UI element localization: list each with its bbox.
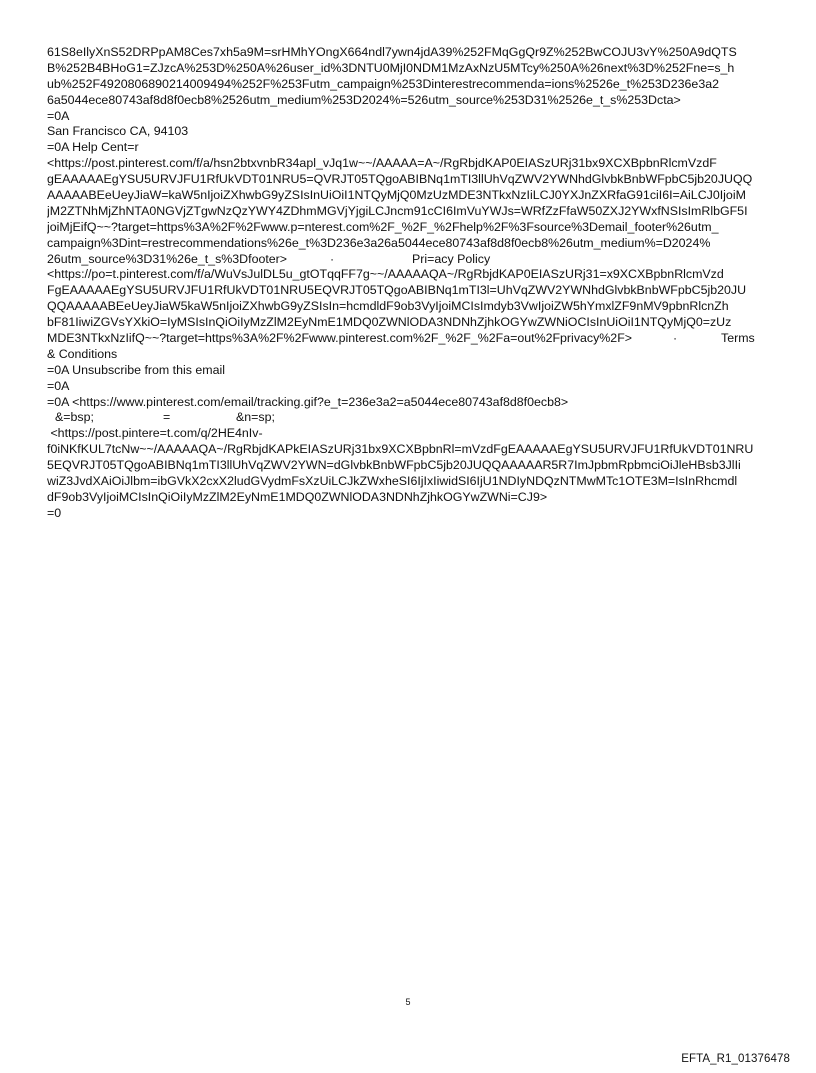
nbsp-row [47,410,769,426]
short-link-line[interactable]: dF9ob3VyIjoiMCIsInQiOiIyMzZlM2EyNmE1MDQ0ZWNlODA3NDNhZjhkOGYwZWNi=CJ9> [47,489,548,504]
bates-number: EFTA_R1_01376478 [681,1053,790,1065]
help-center-label: =0A Help Cent=r [47,140,139,155]
help-center-link-end[interactable]: 26utm_source%3D31%26e_t_s%3Dfooter> [47,251,288,266]
privacy-link-end-row [47,331,769,347]
privacy-link-line[interactable]: FgEAAAAAEgYSU5URVJFU1RfUkVDT01NRU5EQVRJT05TQgoABIBNq1mTI3l=UhVqZWV2YWNhdGlvbkBnbWFpbC5jb20JU [47,283,747,298]
address-line: San Francisco CA, 94103 [47,124,189,139]
text-line: ub%252F4920806890214009494%252F%253Futm_campaign%253Dinterestrecommenda=ions%2526e_t%253D236e3a2 [47,76,719,91]
text-line: 61S8eIlyXnS52DRPpAM8Ces7xh5a9M=srHMhYOngX664ndl7ywn4jdA39%252FMqGgQr9Z%252BwCOJU3vY%250A9dQTS [47,45,737,59]
terms-link-continued[interactable]: & Conditions [47,346,118,361]
nbsp-entity: &n=sp; [236,410,275,425]
privacy-link-end[interactable]: MDE3NTkxNzIifQ~~?target=https%3A%2F%2Fwww.pinterest.com%2F_%2F_%2Fa=out%2Fprivacy%2F> [47,331,633,346]
help-center-link-line[interactable]: jM2ZTNhMjZhNTA0NGVjZTgwNzQzYWY4ZDhmMGVjYjgiLCJncm91cCI6ImVuYWJs=WRfZzFfaW50ZXJ2YWxfNSIsImRlbGF5I [47,203,748,218]
help-center-link-line[interactable]: joiMjEifQ~~?target=https%3A%2F%2Fwww.p=nterest.com%2F_%2F_%2Fhelp%2F%3Fsource%3Demail_footer%26utm_ [47,219,719,234]
privacy-policy-link[interactable]: Pri=acy Policy [412,251,491,266]
help-center-link-line[interactable]: gEAAAAAEgYSU5URVJFU1RfUkVDT01NRU5=QVRJT05TQgoABIBNq1mTI3llUhVqZWV2YWNhdGlvbkBnbWFpbC5jb20JUQQ [47,172,753,187]
text-line: 6a5044ece80743af8d8f0ecb8%2526utm_medium%253D2024%=526utm_source%253D31%2526e_t_s%253Dcta> [47,92,681,107]
short-link-line[interactable]: <https://post.pintere=t.com/q/2HE4nIv- [47,426,263,441]
text-line: =0A [47,378,70,393]
text-line: B%252B4BHoG1=ZJzcA%253D%250A%26user_id%3DNTU0MjI0NDM1MzAxNzU5MTcy%250A%26next%3D%252Fne=s_h [47,60,735,75]
help-center-link-line[interactable]: AAAAABEeUeyJiaW=kaW5nIjoiZXhwbG9yZSIsInUiOiI1NTQyMjQ0MzUzMDE3NTkxNzIiLCJ0YXJnZXRfaG91ciI6I=AiLCJ0IjoiM [47,188,746,203]
nbsp-entity: = [163,410,171,425]
short-link-line[interactable]: f0iNKfKUL7tcNw~~/AAAAAQA~/RgRbjdKAPkEIASzURj31bx9XCXBpbnRl=mVzdFgEAAAAAEgYSU5URVJFU1RfUkVDT01NRU [47,442,754,457]
privacy-link-line[interactable]: <https://po=t.pinterest.com/f/a/WuVsJulDL5u_gtOTqqFF7g~~/AAAAAQA~/RgRbjdKAP0EIASzURj31=x9XCXBpbnRlcmVzd [47,267,724,282]
separator-dot: · [330,251,335,266]
help-link-end-row [47,252,769,268]
privacy-link-line[interactable]: QQAAAAABEeUeyJiaW5kaW5nIjoiZXhwbG9yZSIsIn=hcmdldF9ob3VyIjoiMCIsImdyb3VwIjoiZW5hYmxlZF9nMV9pbnRlcnZh [47,299,729,314]
short-link-line[interactable]: 5EQVRJT05TQgoABIBNq1mTI3llUhVqZWV2YWN=dGlvbkBnbWFpbC5jb20JUQQAAAAAR5R7ImJpbmRpbmciOiJleHBsb3JlIi [47,458,741,473]
text-line: =0 [47,505,62,520]
nbsp-entity: &=bsp; [55,410,94,425]
short-link-line[interactable]: wiZ3JvdXAiOiJlbm=ibGVkX2cxX2ludGVydmFsXzUiLCJkZWxheSI6IjIxIiwidSI6IjU1NDIyNDQzNTMwMTc1OTE3M=IsInRhcmdl [47,474,738,489]
separator-dot: · [673,331,678,346]
page-number: 5 [405,997,411,1007]
text-line: =0A [47,108,70,123]
help-center-link-line[interactable]: campaign%3Dint=restrecommendations%26e_t%3D236e3a26a5044ece80743af8d8f0ecb8%26utm_medium%=D2024% [47,235,711,250]
help-center-link-line[interactable]: <https://post.pinterest.com/f/a/hsn2btxvnbR34apl_vJq1w~~/AAAAA=A~/RgRbjdKAP0EIASzURj31bx9XCXBpbnRlcmVzdF [47,156,717,171]
terms-link[interactable]: Terms [721,331,755,346]
email-body-text [47,45,769,522]
privacy-link-line[interactable]: bF81IiwiZGVsYXkiO=IyMSIsInQiOiIyMzZlM2EyNmE1MDQ0ZWNlODA3NDNhZjhkOGYwZWNiOCIsInUiOiI1NTQyMjQ0=zUz [47,315,732,330]
tracking-link-line[interactable]: =0A <https://www.pinterest.com/email/tracking.gif?e_t=236e3a2=a5044ece80743af8d8f0ecb8> [47,394,569,409]
unsubscribe-line[interactable]: =0A Unsubscribe from this email [47,362,226,377]
